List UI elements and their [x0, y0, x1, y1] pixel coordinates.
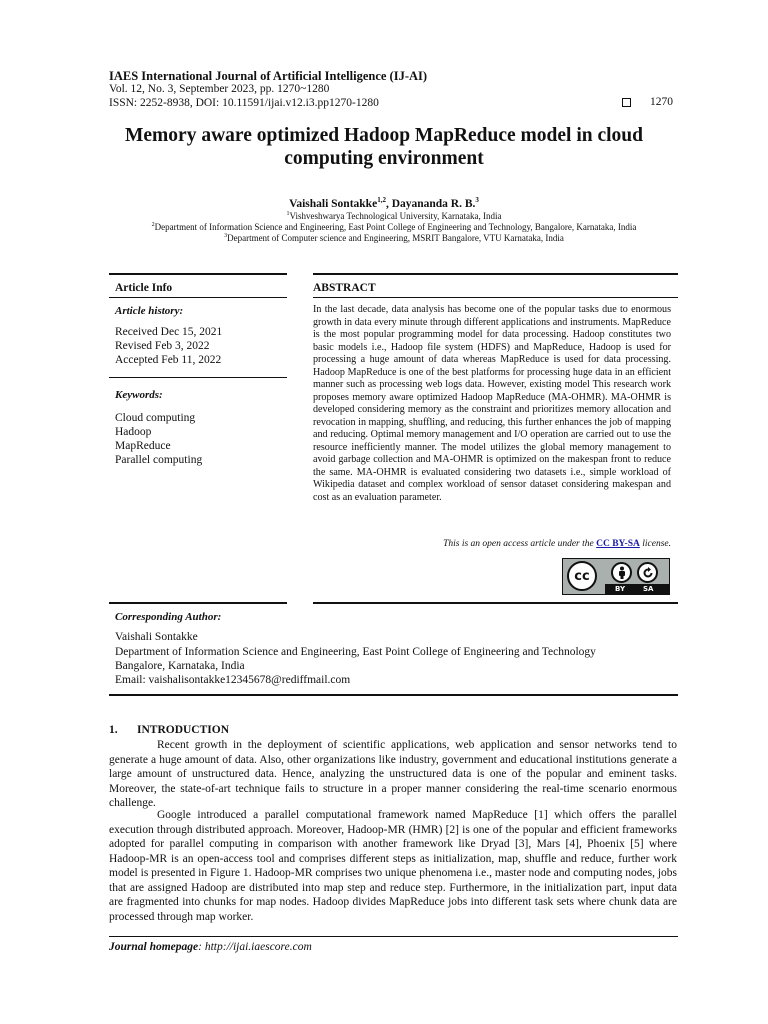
share-alike-icon	[637, 562, 658, 583]
divider	[109, 377, 287, 378]
homepage-label: Journal homepage	[109, 941, 199, 953]
page-number: 1270	[650, 96, 673, 108]
keyword-item: Hadoop	[115, 426, 152, 438]
abstract-text: In the last decade, data analysis has become one of the popular tasks due to enormous growth in data every minute through different applications and instruments. MapReduce is the most popular programming model for data processing. Hadoop constitutes two basic models i.e., Hadoop file system (HDFS) and MapReduce, Hadoop is used for processing a huge amount of data whereas MapReduce is used for data processing. Hadoop MapReduce is one of the best platforms for processing huge data in an efficient manner such as processing web logs data. However, existing model This research work proposes memory aware optimized Hadoop MapReduce (MA-OHMR). MA-OHMR is developed considering memory as the constraint and prioritizes memory allocation and revocation in mapping, shuffling, and reducing, this further enhances the job of mapping and reducing. Optimal memory management and I/O operation are carried out to use the resource inefficiently manner. The model utilizes the global memory management to avoid garbage collection and MA-OHMR is optimized on the makespan front to reduce the same. MA-OHMR is evaluated considering two datasets i.e., simple workload of Wikipedia dataset and complex workload of sensor dataset considering makespan and cost as an evaluation parameter.	[313, 304, 671, 503]
license-strip: BY SA	[605, 584, 669, 594]
volume-info: Vol. 12, No. 3, September 2023, pp. 1270~1280	[109, 83, 330, 95]
article-history-heading: Article history:	[115, 305, 184, 317]
intro-paragraph-2: Google introduced a parallel computational framework named MapReduce [1] which offers the parallel execution through distributed approach. Moreover, Hadoop-MR (HMR) [2] is one of the popular and efficient frameworks adopted for parallel computing in comparison with another framework like Dryad [3], Mars [4], Phoenix [5] where Hadoop-MR is an open-access tool and comprises different steps as initialization, map, shuffle and reduce, further work model is presented in Figure 1. Hadoop-MR comprises two unique phenomena i.e., master node and computing nodes, jobs that are assigned Hadoop are distributed into map step and reduce step. Furthermore, in the initialization part, input data are fragmented into chunks for map nodes. Hadoop divides MapReduce jobs into different task sets where chunk data are processed through map worker.	[109, 809, 677, 923]
author-separator: ,	[385, 197, 392, 210]
keywords-heading: Keywords:	[115, 389, 163, 401]
accepted-date: Accepted Feb 11, 2022	[115, 354, 222, 366]
corresponding-email: Email: vaishalisontakke12345678@rediffmail.com	[115, 674, 351, 686]
divider	[109, 936, 678, 937]
revised-date: Revised Feb 3, 2022	[115, 340, 210, 352]
homepage-link[interactable]: http://ijai.iaescore.com	[204, 941, 312, 953]
affiliation-1: $^1$Vishveshwarya Technological University, Karnataka, India	[286, 211, 502, 221]
cc-by-sa-badge-icon[interactable]	[562, 558, 670, 595]
divider	[109, 694, 678, 696]
issn-doi: ISSN: 2252-8938, DOI: 10.11591/ijai.v12.i3.pp1270-1280	[109, 97, 379, 109]
author-2: Dayananda R. B.	[391, 197, 476, 210]
corresponding-name: Vaishali Sontakke	[115, 631, 198, 643]
person-icon	[611, 562, 632, 583]
section-number: 1.	[109, 724, 118, 736]
corresponding-department: Department of Information Science and Engineering, East Point College of Engineering and Technology	[115, 646, 596, 658]
divider	[313, 273, 678, 275]
open-access-note: This is an open access article under the CC BY-SA license.	[443, 539, 671, 549]
divider	[109, 602, 287, 604]
abstract-heading: ABSTRACT	[313, 282, 376, 294]
corresponding-city: Bangalore, Karnataka, India	[115, 660, 245, 672]
article-info-heading: Article Info	[115, 282, 173, 294]
square-bullet-icon	[622, 98, 631, 107]
keyword-item: MapReduce	[115, 440, 171, 452]
divider	[313, 602, 678, 604]
author-2-sup: 3	[475, 196, 479, 204]
journal-name: IAES International Journal of Artificial Intelligence (IJ-AI)	[109, 69, 428, 83]
cc-icon: cc	[567, 561, 597, 591]
author-1: Vaishali Sontakke	[289, 197, 378, 210]
intro-paragraph-1: Recent growth in the deployment of scientific applications, web application and sensor networks tend to generate a huge amount of data. Also, other organizations like industry, government and educational institutions generate a large amount of unstructured data. Hence, analyzing the unstructured data is one of the popular and eminent tasks. Moreover, the state-of-art technique fails to structure in a proper manner considering the real-time scenario enormous challenge.	[109, 739, 677, 809]
keyword-item: Parallel computing	[115, 454, 203, 466]
corresponding-heading: Corresponding Author:	[115, 611, 222, 623]
author-1-sup: 1,2	[377, 196, 386, 204]
divider	[109, 297, 287, 298]
received-date: Received Dec 15, 2021	[115, 326, 223, 338]
paper-title: Memory aware optimized Hadoop MapReduce model in cloud computing environment	[125, 125, 643, 169]
divider	[109, 273, 287, 275]
divider	[313, 297, 678, 298]
affiliation-2: $^2$Department of Information Science and Engineering, East Point College of Engineering and Technology, Bangalore, Karnataka, India	[151, 222, 637, 232]
journal-homepage: Journal homepage: http://ijai.iaescore.com	[109, 941, 312, 953]
cc-by-sa-link[interactable]: CC BY-SA	[596, 539, 640, 549]
author-list	[80, 196, 688, 210]
affiliation-3: $^3$Department of Computer science and Engineering, MSRIT Bangalore, VTU Karnataka, India	[224, 233, 564, 243]
keyword-item: Cloud computing	[115, 412, 196, 424]
section-heading: INTRODUCTION	[137, 724, 230, 736]
